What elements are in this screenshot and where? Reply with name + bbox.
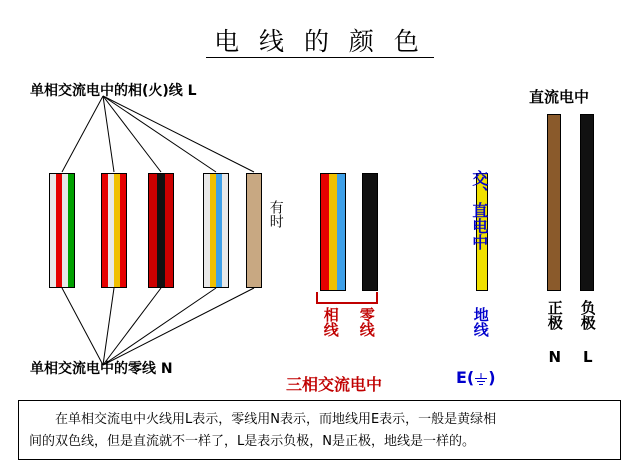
- wire-7-neutral: [362, 173, 378, 291]
- neutral-wire-label: 单相交流电中的零线 N: [30, 361, 173, 377]
- note-line-1: 在单相交流电中火线用L表示，零线用N表示，而地线用E表示，一般是黄绿相: [55, 412, 497, 427]
- note-line-2: 间的双色线，但是直流就不一样了，L是表示负极，N是正极，地线是一样的。: [29, 434, 475, 449]
- neutral-short-label: 零线: [357, 307, 376, 337]
- note-box: [18, 400, 621, 460]
- ground-wire-label: 地线: [471, 307, 490, 337]
- wire-3: [148, 173, 174, 288]
- ground-symbol-close: ): [488, 368, 496, 387]
- phase-wire-label: 相线: [321, 307, 340, 337]
- dc-header-label: 直流电中: [529, 88, 590, 106]
- wire-5-sometimes: [246, 173, 262, 288]
- title-underline: [206, 57, 434, 58]
- wire-1: [49, 173, 75, 288]
- wire-9-dc-positive: [547, 114, 561, 291]
- wire-10-dc-negative: [580, 114, 594, 291]
- page-title: 电 线 的 颜 色: [214, 27, 425, 56]
- ac-dc-label: 交、直电中: [469, 170, 489, 250]
- dc-positive-label: 正极 N: [545, 300, 564, 366]
- live-wire-label: 单相交流电中的相(火)线 L: [30, 83, 197, 99]
- ground-symbol-open: E(: [456, 368, 475, 387]
- sometimes-label: 有时: [267, 200, 284, 228]
- dc-negative-label: 负极 L: [578, 300, 597, 366]
- three-phase-label: 三相交流电中: [286, 375, 383, 394]
- ground-symbol-group: [456, 368, 496, 387]
- wire-2: [101, 173, 127, 288]
- earth-ground-icon: [474, 372, 488, 385]
- wire-4: [203, 173, 229, 288]
- wire-6-phase: [320, 173, 346, 291]
- phase-neutral-bracket: [316, 292, 378, 304]
